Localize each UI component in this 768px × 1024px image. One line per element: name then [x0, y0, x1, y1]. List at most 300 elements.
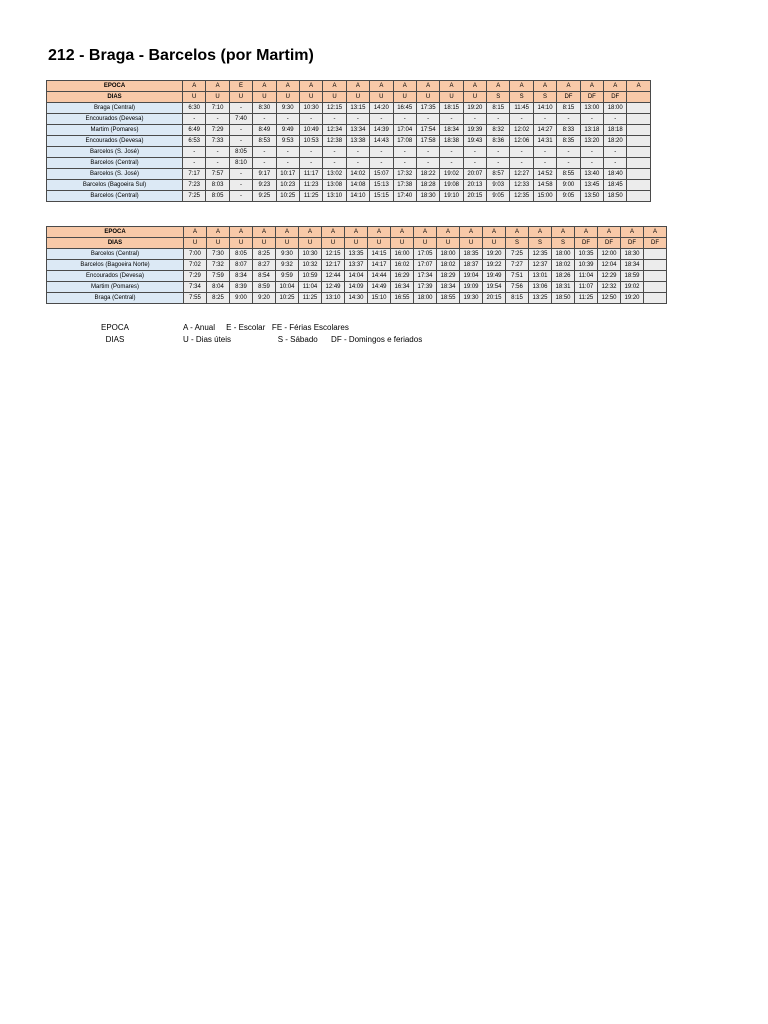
time-cell: 16:34	[391, 282, 414, 293]
time-cell: 8:54	[253, 271, 276, 282]
epoca-row-cell: A	[184, 227, 207, 238]
time-cell: 14:17	[368, 260, 391, 271]
dias-row-cell: U	[391, 238, 414, 249]
time-cell: -	[510, 147, 533, 158]
time-cell: 18:02	[437, 260, 460, 271]
epoca-row-cell: A	[393, 81, 416, 92]
time-cell	[627, 136, 650, 147]
time-cell: -	[604, 114, 627, 125]
time-cell: 14:31	[533, 136, 556, 147]
dias-row-cell: S	[506, 238, 529, 249]
dias-row-cell: U	[276, 92, 299, 103]
time-cell: 7:57	[206, 169, 229, 180]
time-cell: 13:50	[580, 191, 603, 202]
time-cell: 18:00	[414, 293, 437, 304]
time-cell: -	[604, 158, 627, 169]
dias-row-cell: U	[370, 92, 393, 103]
stop-name: Barcelos (Central)	[47, 249, 184, 260]
time-cell: -	[580, 147, 603, 158]
table-row	[47, 260, 667, 271]
epoca-row-cell: A	[529, 227, 552, 238]
time-cell: 15:13	[370, 180, 393, 191]
time-cell: 8:25	[207, 293, 230, 304]
time-cell: -	[580, 158, 603, 169]
legend-row-epoca	[90, 322, 490, 334]
time-cell: 7:29	[184, 271, 207, 282]
epoca-row-cell: A	[552, 227, 575, 238]
time-cell: 18:29	[437, 271, 460, 282]
time-cell: 7:25	[183, 191, 206, 202]
dias-row-cell: U	[368, 238, 391, 249]
time-cell: 18:50	[604, 191, 627, 202]
dias-row-cell: U	[276, 238, 299, 249]
time-cell: 14:08	[346, 180, 369, 191]
dias-row-cell: DF	[598, 238, 621, 249]
time-cell: 10:39	[575, 260, 598, 271]
time-cell: 17:58	[416, 136, 439, 147]
time-cell: 12:44	[322, 271, 345, 282]
time-cell: 11:25	[299, 293, 322, 304]
dias-row-cell: U	[460, 238, 483, 249]
dias-row-cell: U	[393, 92, 416, 103]
time-cell: 8:33	[557, 125, 580, 136]
time-cell: 19:49	[483, 271, 506, 282]
dias-row-cell: U	[440, 92, 463, 103]
time-cell: 13:25	[529, 293, 552, 304]
dias-row-cell: U	[414, 238, 437, 249]
stop-name: Barcelos (S. José)	[47, 169, 183, 180]
time-cell: -	[416, 147, 439, 158]
time-cell: -	[253, 147, 276, 158]
epoca-row-cell: A	[253, 81, 276, 92]
time-cell: -	[299, 158, 322, 169]
time-cell: 7:29	[206, 125, 229, 136]
time-cell: -	[604, 147, 627, 158]
time-cell	[627, 158, 650, 169]
epoca-row-cell: A	[345, 227, 368, 238]
time-cell	[627, 169, 650, 180]
time-cell: 20:15	[483, 293, 506, 304]
time-cell: 19:09	[460, 282, 483, 293]
time-cell: -	[299, 147, 322, 158]
time-cell: 15:15	[370, 191, 393, 202]
time-cell: 8:05	[206, 191, 229, 202]
time-cell: 15:10	[368, 293, 391, 304]
time-cell: 9:20	[253, 293, 276, 304]
epoca-row-cell: A	[276, 81, 299, 92]
timetable-braga-barcelos	[46, 80, 651, 202]
time-cell: 12:50	[598, 293, 621, 304]
time-cell: 18:55	[437, 293, 460, 304]
time-cell: -	[533, 158, 556, 169]
time-cell: -	[253, 158, 276, 169]
time-cell: 20:07	[463, 169, 486, 180]
time-cell: 16:45	[393, 103, 416, 114]
time-cell: 9:30	[276, 103, 299, 114]
time-cell: 8:32	[487, 125, 510, 136]
time-cell: 6:30	[183, 103, 206, 114]
epoca-row-cell: A	[483, 227, 506, 238]
epoca-row-cell: A	[299, 227, 322, 238]
time-cell: -	[323, 158, 346, 169]
time-cell: -	[229, 136, 252, 147]
table-row	[47, 293, 667, 304]
dias-row-cell: DF	[580, 92, 603, 103]
time-cell: -	[229, 180, 252, 191]
epoca-row	[47, 227, 667, 238]
epoca-row-label: EPOCA	[47, 227, 184, 238]
time-cell: -	[440, 114, 463, 125]
time-cell: -	[416, 158, 439, 169]
time-cell: 13:34	[346, 125, 369, 136]
epoca-row-cell: A	[627, 81, 650, 92]
epoca-row-cell: A	[487, 81, 510, 92]
time-cell: 13:02	[323, 169, 346, 180]
time-cell: 12:00	[598, 249, 621, 260]
time-cell: 18:59	[621, 271, 644, 282]
epoca-row-cell: A	[437, 227, 460, 238]
epoca-row-cell: A	[644, 227, 667, 238]
epoca-row-cell: A	[557, 81, 580, 92]
stop-name: Barcelos (Central)	[47, 191, 183, 202]
time-cell: 13:06	[529, 282, 552, 293]
time-cell: 9:00	[230, 293, 253, 304]
time-cell: 8:05	[230, 249, 253, 260]
epoca-row-cell: A	[580, 81, 603, 92]
time-cell: 19:04	[460, 271, 483, 282]
time-cell: 14:27	[533, 125, 556, 136]
time-cell: 18:02	[552, 260, 575, 271]
time-cell: 17:04	[393, 125, 416, 136]
stop-name: Braga (Central)	[47, 103, 183, 114]
time-cell: 7:34	[184, 282, 207, 293]
time-cell: 8:59	[253, 282, 276, 293]
time-cell: 9:17	[253, 169, 276, 180]
dias-row-cell: DF	[575, 238, 598, 249]
time-cell: 8:49	[253, 125, 276, 136]
epoca-row-cell: A	[416, 81, 439, 92]
time-cell: -	[440, 147, 463, 158]
time-cell: 12:17	[322, 260, 345, 271]
table-row	[47, 158, 651, 169]
time-cell: 12:35	[510, 191, 533, 202]
epoca-row-cell: A	[368, 227, 391, 238]
time-cell: -	[299, 114, 322, 125]
epoca-row-cell: A	[230, 227, 253, 238]
time-cell: 10:25	[276, 191, 299, 202]
time-cell: 12:49	[322, 282, 345, 293]
time-cell: 17:54	[416, 125, 439, 136]
time-cell: 19:02	[621, 282, 644, 293]
dias-row-cell: S	[510, 92, 533, 103]
time-cell: 9:25	[253, 191, 276, 202]
time-cell: 18:50	[552, 293, 575, 304]
time-cell: 16:00	[391, 249, 414, 260]
time-cell: 18:38	[440, 136, 463, 147]
time-cell: 12:15	[322, 249, 345, 260]
dias-row	[47, 92, 651, 103]
epoca-row-cell: A	[370, 81, 393, 92]
time-cell: 10:53	[299, 136, 322, 147]
epoca-row	[47, 81, 651, 92]
table-row	[47, 114, 651, 125]
time-cell: -	[276, 114, 299, 125]
table-row	[47, 180, 651, 191]
time-cell: -	[557, 114, 580, 125]
epoca-row-cell: A	[391, 227, 414, 238]
time-cell: 19:54	[483, 282, 506, 293]
dias-row-cell: U	[345, 238, 368, 249]
time-cell: 8:15	[487, 103, 510, 114]
dias-row-cell: S	[552, 238, 575, 249]
time-cell: -	[229, 103, 252, 114]
time-cell: -	[487, 158, 510, 169]
time-cell: -	[487, 114, 510, 125]
time-cell: -	[346, 147, 369, 158]
time-cell: 8:15	[557, 103, 580, 114]
time-cell: -	[557, 147, 580, 158]
time-cell: 19:43	[463, 136, 486, 147]
dias-row-cell: U	[416, 92, 439, 103]
stop-name: Braga (Central)	[47, 293, 184, 304]
epoca-row-cell: A	[506, 227, 529, 238]
time-cell: 14:10	[346, 191, 369, 202]
time-cell: 8:15	[506, 293, 529, 304]
time-cell: -	[276, 158, 299, 169]
dias-row-cell: U	[299, 92, 322, 103]
time-cell: 7:17	[183, 169, 206, 180]
epoca-row-cell: A	[323, 81, 346, 92]
time-cell: 12:38	[323, 136, 346, 147]
time-cell	[644, 282, 667, 293]
legend-value: U - Dias úteis S - Sábado DF - Domingos e feriados	[183, 335, 423, 344]
time-cell: 18:45	[604, 180, 627, 191]
epoca-row-cell: E	[229, 81, 252, 92]
time-cell	[627, 125, 650, 136]
time-cell: 12:37	[529, 260, 552, 271]
time-cell: -	[183, 114, 206, 125]
time-cell: 7:30	[207, 249, 230, 260]
time-cell: 7:23	[183, 180, 206, 191]
time-cell: 7:27	[506, 260, 529, 271]
epoca-row-cell: A	[276, 227, 299, 238]
time-cell: -	[440, 158, 463, 169]
time-cell: 20:15	[463, 191, 486, 202]
time-cell: -	[206, 147, 229, 158]
time-cell: -	[580, 114, 603, 125]
time-cell: 10:23	[276, 180, 299, 191]
timetable-barcelos-braga	[46, 226, 667, 304]
time-cell: 17:35	[416, 103, 439, 114]
time-cell: 8:35	[557, 136, 580, 147]
epoca-row-cell: A	[598, 227, 621, 238]
time-cell: -	[416, 114, 439, 125]
time-cell: 11:17	[299, 169, 322, 180]
time-cell: -	[463, 114, 486, 125]
time-cell: 10:04	[276, 282, 299, 293]
stop-name: Barcelos (S. José)	[47, 147, 183, 158]
time-cell: 18:37	[460, 260, 483, 271]
time-cell: 9:30	[276, 249, 299, 260]
time-cell: 14:39	[370, 125, 393, 136]
time-cell: 12:06	[510, 136, 533, 147]
table-row	[47, 169, 651, 180]
legend-value: A - Anual E - Escolar FE - Férias Escolares	[183, 323, 349, 332]
time-cell: 10:30	[299, 249, 322, 260]
time-cell: 8:55	[557, 169, 580, 180]
time-cell: -	[206, 114, 229, 125]
time-cell: 13:38	[346, 136, 369, 147]
time-cell: 8:27	[253, 260, 276, 271]
time-cell: 17:38	[393, 180, 416, 191]
table-row	[47, 249, 667, 260]
time-cell: 18:18	[604, 125, 627, 136]
legend	[90, 322, 490, 346]
time-cell: 15:07	[370, 169, 393, 180]
table-row	[47, 125, 651, 136]
epoca-row-cell: A	[463, 81, 486, 92]
time-cell: 9:49	[276, 125, 299, 136]
time-cell: 12:29	[598, 271, 621, 282]
time-cell: 7:55	[184, 293, 207, 304]
time-cell: 7:56	[506, 282, 529, 293]
stop-name: Martim (Pomares)	[47, 125, 183, 136]
time-cell	[644, 260, 667, 271]
time-cell: 12:32	[598, 282, 621, 293]
time-cell: 13:10	[322, 293, 345, 304]
time-cell: 12:33	[510, 180, 533, 191]
time-cell: 14:44	[368, 271, 391, 282]
epoca-row-cell: A	[533, 81, 556, 92]
time-cell: 8:04	[207, 282, 230, 293]
time-cell: 8:57	[487, 169, 510, 180]
time-cell: 18:30	[621, 249, 644, 260]
legend-row-dias	[90, 334, 490, 346]
table-row	[47, 191, 651, 202]
page-title: 212 - Braga - Barcelos (por Martim)	[48, 47, 314, 64]
time-cell: -	[487, 147, 510, 158]
dias-row-cell: U	[437, 238, 460, 249]
time-cell: 18:26	[552, 271, 575, 282]
epoca-row-label: EPOCA	[47, 81, 183, 92]
table-row	[47, 147, 651, 158]
time-cell: -	[183, 147, 206, 158]
time-cell: -	[557, 158, 580, 169]
time-cell: 18:34	[437, 282, 460, 293]
time-cell: -	[229, 125, 252, 136]
time-cell: 18:00	[604, 103, 627, 114]
time-cell: -	[229, 169, 252, 180]
time-cell: -	[323, 147, 346, 158]
time-cell: 7:51	[506, 271, 529, 282]
time-cell: 16:55	[391, 293, 414, 304]
time-cell: 19:20	[621, 293, 644, 304]
epoca-row-cell: A	[206, 81, 229, 92]
time-cell: 8:30	[253, 103, 276, 114]
epoca-row-cell: A	[207, 227, 230, 238]
time-cell: 9:05	[487, 191, 510, 202]
time-cell: 10:32	[299, 260, 322, 271]
time-cell: 13:45	[580, 180, 603, 191]
time-cell: 6:53	[183, 136, 206, 147]
time-cell: -	[463, 158, 486, 169]
time-cell	[627, 103, 650, 114]
time-cell: 13:37	[345, 260, 368, 271]
time-cell: 17:39	[414, 282, 437, 293]
time-cell: 7:02	[184, 260, 207, 271]
dias-row-cell: DF	[621, 238, 644, 249]
dias-row-cell: DF	[644, 238, 667, 249]
time-cell: -	[276, 147, 299, 158]
time-cell: 18:31	[552, 282, 575, 293]
epoca-row-cell: A	[604, 81, 627, 92]
time-cell	[627, 191, 650, 202]
dias-row-cell: U	[207, 238, 230, 249]
time-cell: 10:17	[276, 169, 299, 180]
time-cell: 6:49	[183, 125, 206, 136]
time-cell: 9:23	[253, 180, 276, 191]
time-cell: 7:33	[206, 136, 229, 147]
time-cell: 11:25	[299, 191, 322, 202]
time-cell: 19:20	[483, 249, 506, 260]
time-cell: 14:04	[345, 271, 368, 282]
time-cell: 18:22	[416, 169, 439, 180]
dias-row-cell: S	[533, 92, 556, 103]
time-cell: 19:22	[483, 260, 506, 271]
time-cell: 14:30	[345, 293, 368, 304]
time-cell: -	[323, 114, 346, 125]
time-cell: 10:59	[299, 271, 322, 282]
time-cell: 11:25	[575, 293, 598, 304]
time-cell: 14:58	[533, 180, 556, 191]
dias-row-cell: U	[184, 238, 207, 249]
stop-name: Martim (Pomares)	[47, 282, 184, 293]
stop-name: Barcelos (Bagoeira Sul)	[47, 180, 183, 191]
time-cell: 9:00	[557, 180, 580, 191]
dias-row-cell: U	[229, 92, 252, 103]
time-cell: -	[346, 114, 369, 125]
time-cell: 13:10	[323, 191, 346, 202]
time-cell	[627, 180, 650, 191]
time-cell: 17:05	[414, 249, 437, 260]
time-cell: 19:02	[440, 169, 463, 180]
time-cell: 8:39	[230, 282, 253, 293]
dias-row-cell: U	[346, 92, 369, 103]
time-cell: 10:30	[299, 103, 322, 114]
epoca-row-cell: A	[440, 81, 463, 92]
time-cell: -	[393, 114, 416, 125]
time-cell: 18:15	[440, 103, 463, 114]
time-cell: 7:32	[207, 260, 230, 271]
dias-row-label: DIAS	[47, 238, 184, 249]
epoca-row-cell: A	[414, 227, 437, 238]
time-cell: -	[253, 114, 276, 125]
time-cell: 17:32	[393, 169, 416, 180]
time-cell: 19:10	[440, 191, 463, 202]
table-row	[47, 271, 667, 282]
time-cell: 13:35	[345, 249, 368, 260]
time-cell: 8:36	[487, 136, 510, 147]
time-cell: 8:34	[230, 271, 253, 282]
epoca-row-cell: A	[322, 227, 345, 238]
dias-row-cell: S	[487, 92, 510, 103]
time-cell: -	[229, 191, 252, 202]
time-cell: 8:10	[229, 158, 252, 169]
table-row	[47, 136, 651, 147]
time-cell: 8:07	[230, 260, 253, 271]
time-cell: -	[183, 158, 206, 169]
time-cell: 7:25	[506, 249, 529, 260]
